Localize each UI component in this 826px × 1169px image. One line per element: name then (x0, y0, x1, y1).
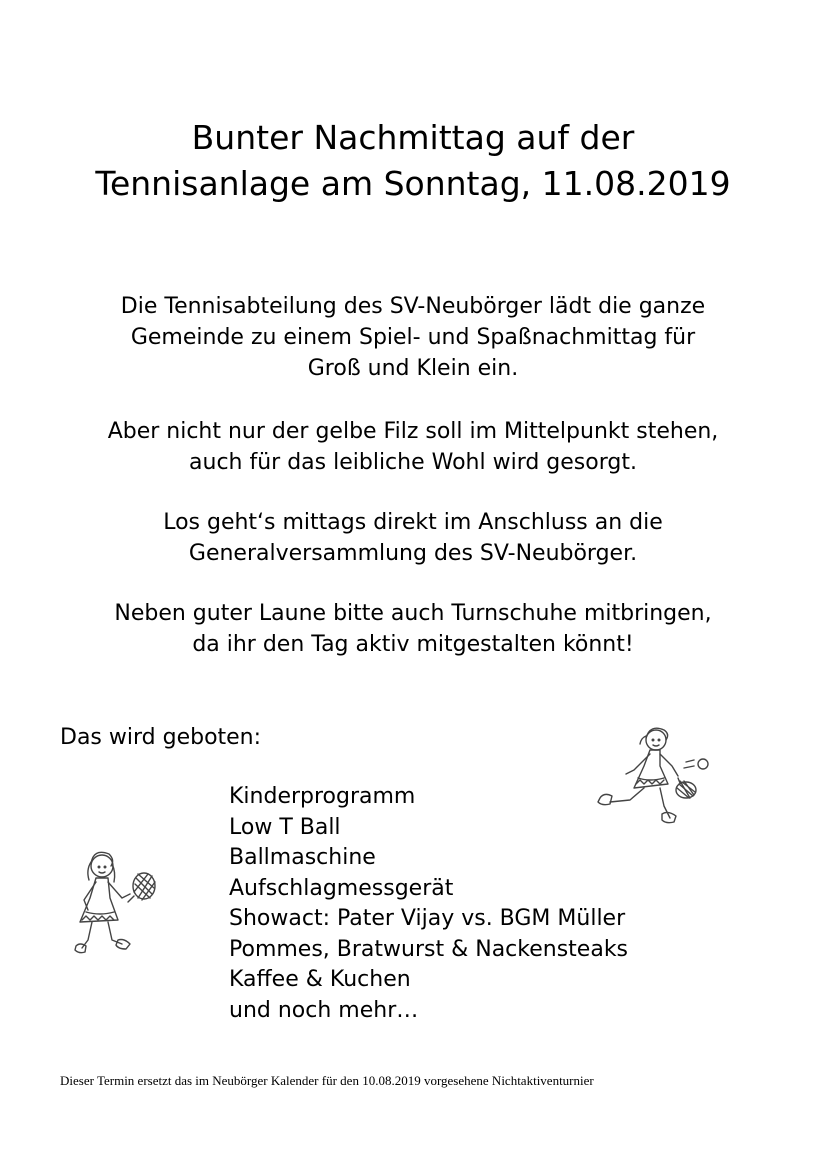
list-item: Kinderprogramm (229, 784, 416, 809)
text-line: Neben guter Laune bitte auch Turnschuhe mitbringen, (114, 601, 712, 626)
text-line: Los geht‘s mittags direkt im Anschluss an die (163, 510, 663, 535)
title-line-1: Bunter Nachmittag auf der (191, 118, 635, 157)
footnote: Dieser Termin ersetzt das im Neubörger Kalender für den 10.08.2019 vorgesehene Nichtaktiventurnier (60, 1073, 594, 1088)
tennis-player-girl-running-icon (586, 718, 716, 830)
list-item: Showact: Pater Vijay vs. BGM Müller (229, 906, 626, 931)
offer-list (229, 782, 628, 1026)
list-item: Aufschlagmessgerät (229, 875, 454, 901)
offer-heading: Das wird geboten: (60, 725, 262, 750)
list-item: Low T Ball (229, 814, 341, 840)
title-line-2: Tennisanlage am Sonntag, 11.08.2019 (95, 164, 731, 203)
list-item: Ballmaschine (229, 845, 376, 870)
page-title (0, 115, 826, 207)
start-time-paragraph (30, 507, 796, 569)
food-paragraph (30, 416, 796, 478)
list-item: Pommes, Bratwurst & Nackensteaks (229, 936, 629, 962)
text-line: da ihr den Tag aktiv mitgestalten könnt! (192, 632, 634, 657)
tennis-player-girl-standing-icon (72, 844, 162, 960)
text-line: Aber nicht nur der gelbe Filz soll im Mittelpunkt stehen, (107, 419, 719, 444)
shoes-paragraph (30, 598, 796, 660)
intro-paragraph (30, 291, 796, 384)
text-line: Generalversammlung des SV-Neubörger. (188, 541, 638, 566)
text-line: auch für das leibliche Wohl wird gesorgt. (189, 450, 637, 475)
list-item: Kaffee & Kuchen (229, 967, 411, 992)
text-line: Die Tennisabteilung des SV-Neubörger lädt die ganze (120, 294, 706, 319)
text-line: Gemeinde zu einem Spiel- und Spaßnachmittag für (130, 325, 696, 350)
text-line: Groß und Klein ein. (307, 356, 519, 381)
list-item: und noch mehr… (229, 997, 419, 1023)
